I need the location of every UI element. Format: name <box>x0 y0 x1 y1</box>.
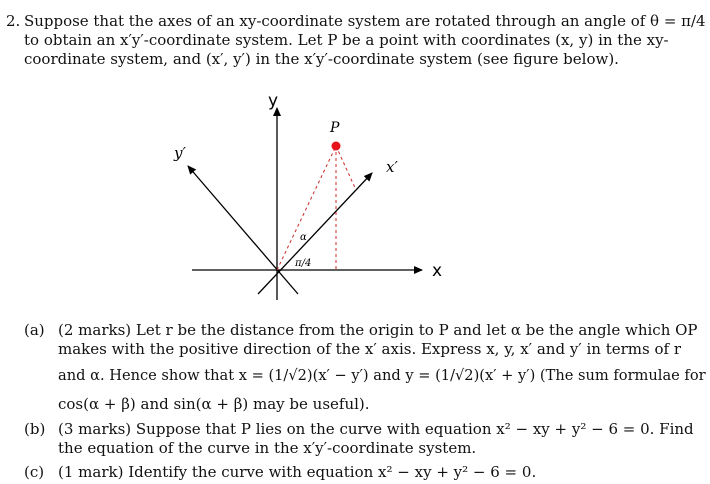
point-p-label: P <box>330 120 340 136</box>
part-a-line-4: cos(α + β) and sin(α + β) may be useful). <box>58 395 370 413</box>
part-c-line-1: (1 mark) Identify the curve with equation x² − xy + y² − 6 = 0. <box>58 463 537 481</box>
intro-line-3: coordinate system, and (x′, y′) in the x′y′-coordinate system (see figure below). <box>24 50 619 68</box>
part-a-line-2: makes with the positive direction of the x′ axis. Express x, y, x′ and y′ in terms of r <box>58 340 681 358</box>
part-a-label: (a) <box>24 321 45 339</box>
point-p <box>332 142 341 151</box>
part-c-label: (c) <box>24 463 45 481</box>
alpha-label: α <box>300 232 307 243</box>
part-b-label: (b) <box>24 420 46 438</box>
xprime-axis <box>258 173 372 294</box>
angle-label: π/4 <box>295 258 312 269</box>
part-a-line-1: (2 marks) Let r be the distance from the origin to P and let α be the angle which OP <box>58 321 698 339</box>
rotated-axes-figure <box>160 88 460 310</box>
intro-line-2: to obtain an x′y′-coordinate system. Let P be a point with coordinates (x, y) in the xy- <box>24 31 669 49</box>
y-axis-label: y <box>268 91 279 111</box>
part-a-line-3: and α. Hence show that x = (1/√2)(x′ − y′) and y = (1/√2)(x′ + y′) (The sum formulae for <box>58 366 706 384</box>
part-b-line-1: (3 marks) Suppose that P lies on the curve with equation x² − xy + y² − 6 = 0. Find <box>58 420 694 438</box>
xprime-axis-label: x′ <box>386 158 398 176</box>
intro-line-1: Suppose that the axes of an xy-coordinate system are rotated through an angle of θ = π/4 <box>24 12 706 30</box>
yprime-axis <box>188 166 298 294</box>
problem-number: 2. <box>6 12 21 30</box>
part-b-line-2: the equation of the curve in the x′y′-coordinate system. <box>58 439 477 457</box>
yprime-axis-label: y′ <box>174 144 186 162</box>
x-axis-label: x <box>432 261 443 281</box>
perpendicular-dashed-line <box>336 146 356 190</box>
op-dashed-line <box>277 146 336 270</box>
